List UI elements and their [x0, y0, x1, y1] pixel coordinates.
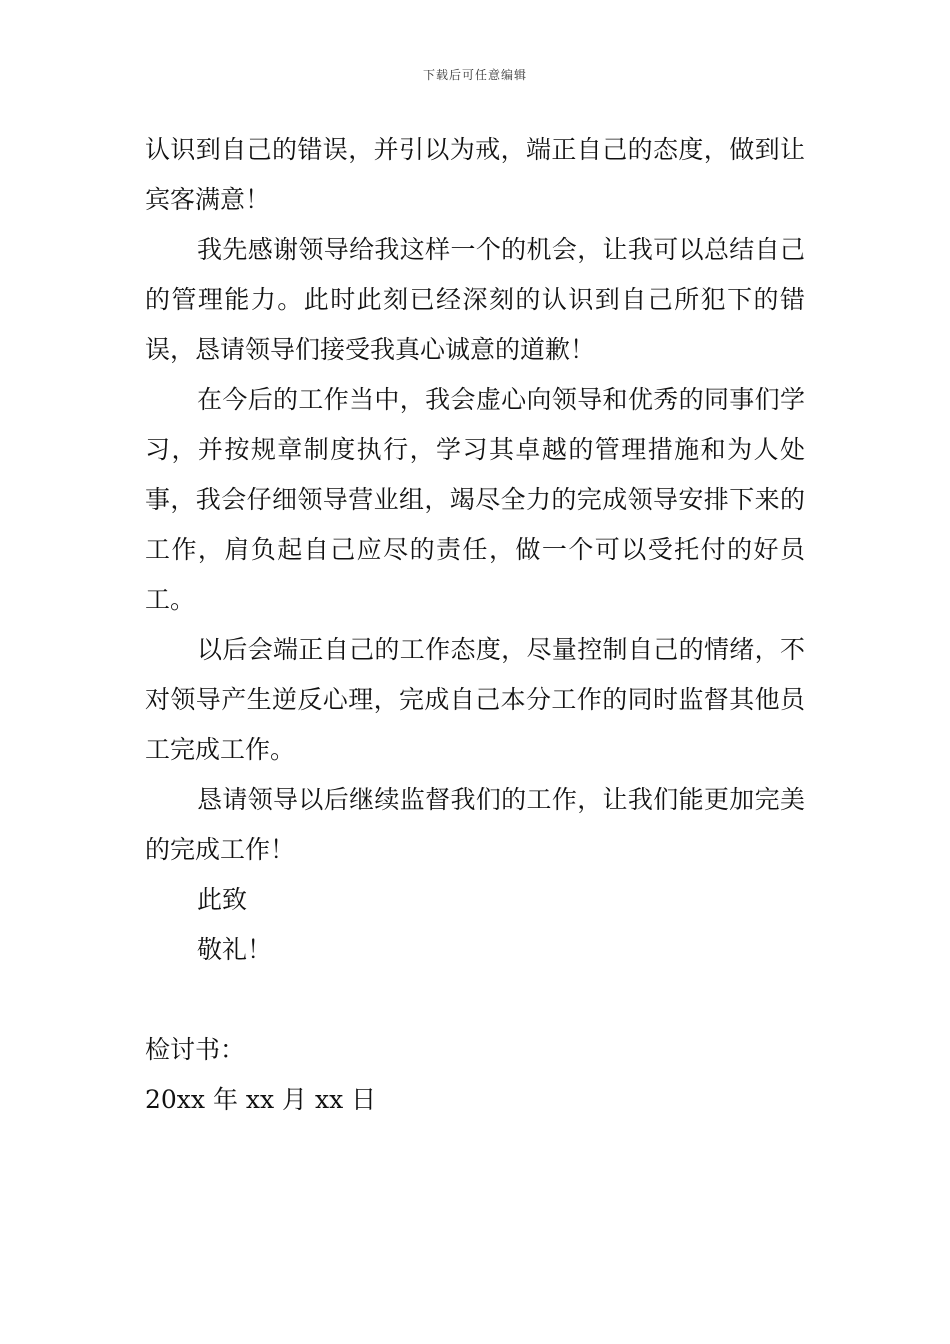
paragraph-thanks: 我先感谢领导给我这样一个的机会，让我可以总结自己的管理能力。此时此刻已经深刻的认识到自己所犯下的错误，恳请领导们接受我真心诚意的道歉！	[145, 235, 805, 364]
closing-salutation-2: 敬礼！	[197, 935, 273, 964]
page-header-note: 下载后可任意编辑	[422, 68, 527, 82]
paragraph-attitude: 以后会端正自己的工作态度，尽量控制自己的情绪，不对领导产生逆反心理，完成自己本分工作的同时监督其他员工完成工作。	[145, 635, 805, 764]
document-body	[145, 125, 805, 1125]
closing-salutation-1: 此致	[197, 885, 248, 914]
document-date: 20xx 年 xx 月 xx 日	[145, 1085, 377, 1114]
paragraph-request: 恳请领导以后继续监督我们的工作，让我们能更加完美的完成工作！	[145, 785, 805, 864]
spacer	[145, 975, 805, 1025]
signature-label: 检讨书：	[145, 1035, 246, 1064]
paragraph-future-work: 在今后的工作当中，我会虚心向领导和优秀的同事们学习，并按规章制度执行，学习其卓越的管理措施和为人处事，我会仔细领导营业组，竭尽全力的完成领导安排下来的工作，肩负起自己应尽的责任，做一个可以受托付的好员工。	[145, 385, 805, 614]
paragraph-continued: 认识到自己的错误，并引以为戒，端正自己的态度，做到让宾客满意！	[145, 135, 805, 214]
